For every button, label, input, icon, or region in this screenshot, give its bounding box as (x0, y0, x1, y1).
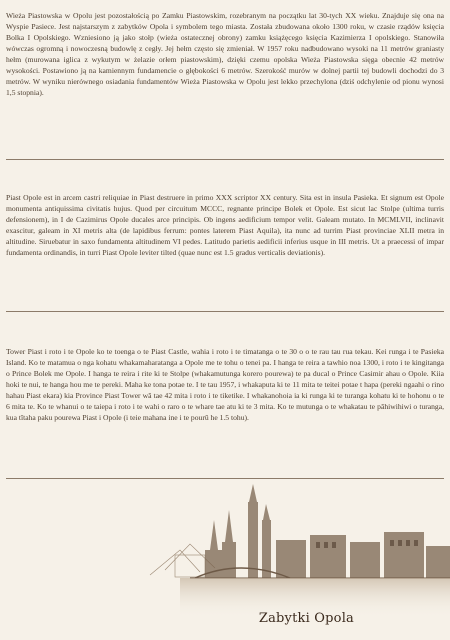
opole-skyline-illustration (0, 480, 450, 640)
paragraph-maori: Tower Piast i roto i te Opole ko te toenga o te Piast Castle, wahia i roto i te timatanga o te 30 o o te rau tau rua tekau. Kei runga i te Pasieka Island. Ko te matamua o nga kohatu whakamaharatanga a Opole me te tohu o tenei pa. I hanga te reira a tawhio noa 1300, i roto i te kingitanga o Prince Bolek me Opole. I hanga te reira i rite ki te Stolpe (whakamutunga korero pourewa) te pa ducal o Prince Casimir ahau o Opole. Kiia hoki te nui, te hanga hou me te pereki. Maha ke tona potae te. I te tau 1957, i whakaputa ki te 11 mita te teitei potae t hapa (pereki ngaahi o rino hahau Piast ekara) kia Province Piast Tower wā tae 42 mita i roto i te tiketike. I whakanohoia ia ki runga ki te turanga kohatu ki te hohonu o te 6 mita te. Ko te whanui o te taiepa i roto i te wahi o raro o te whare tae atu ki te 3 mita. Ko te mutunga o te whakatau te pāhiwihiwi o turanga, kua tītaha paku pourewa Piast i Opole (i teie mahana ine i te pourū he 1.5 tohu). (6, 347, 444, 422)
divider-line (6, 311, 444, 312)
divider-line (6, 159, 444, 160)
caption-title: Zabytki Opola (258, 611, 354, 626)
paragraph-polish: Wieża Piastowska w Opolu jest pozostałością po Zamku Piastowskim, rozebranym na początku lat 30-tych XX wieku. Znajduje się ona na Wyspie Pasiece. Jest najstarszym z zabytków Opola i symbolem tego miasta. Została zbudowana około 1300 roku, w czasie rządów księcia Bolka I Opolskiego. Wzniesiono ją jako stołp (wieża ostatecznej obrony) zamku książęcego księcia Kazimierza I opolskiego. Stanowiła wówczas ogromną i nowoczesną budowlę z cegły. Jej hełm często się zmieniał. W 1957 roku nadbudowano wysoki na 11 metrów graniasty hełm (murowana iglica z wykutym w żelazie orłem piastowskim), dzięki czemu opolska Wieża Piastowska sięga obecnie 42 metrów wysokości. Postawiono ją na kamiennym fundamencie o głębokości 6 metrów. Szerokość murów w dolnej partii tej budowli dochodzi do 3 metrów. W wyniku nierównego osiadania fundamentów Wieża Piastowska w Opolu jest lekko przechylona (dziś odchylenie od pionu wynosi 1,5 stopnia). (6, 11, 444, 97)
paragraph-latin: Piast Opole est in arcem castri reliquiae in Piast destruere in primo XXX scriptor XX century. Sita est in insula Pasieka. Et signum est Opole monumenta antiquissima civitatis hujus. Quod per circuitum MCCC, regnante principe Bolek et Opole. Est sicut lac Stolpe (ultima turris defensionem), in I de Cazimirus Opole ducales arce principis. Ob ingens aedificium tempor velit. Galeam mutato. In MCMLVII, inclinavit exascitur, galeam in XI metris alta (de lapidibus ferrum: pontes laterem Piast Aquila), ita nunc ad turrim Piast provinciae XLII metra in altitudine. Siruebatur in saxo fundamenta altitudinem VI pedes. Latitudo parietis aedificii inferius usque in III metris. Ut a praecessi of impar fundamenta ordinandis, in turri Piast Opole leviter tilted (quae nunc est 1.5 gradus verticalis deviationis). (6, 193, 444, 257)
divider-line (6, 478, 444, 479)
